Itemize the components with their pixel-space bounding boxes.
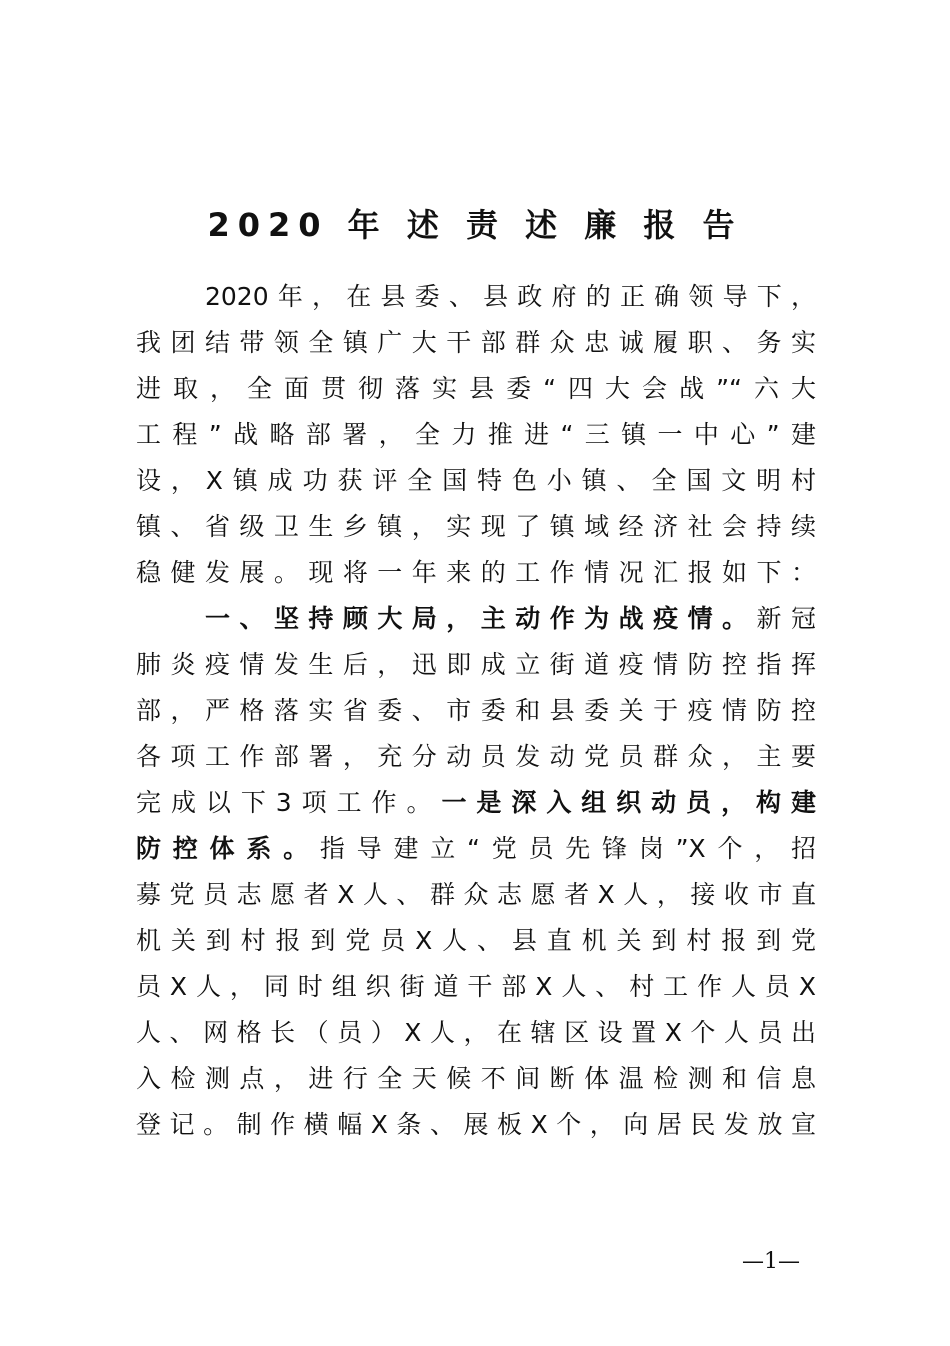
- paragraph-1-line-5: 设，X镇成功获评全国特色小镇、全国文明村: [136, 466, 816, 495]
- paragraph-2-line-12: 登记。制作横幅X条、展板X个，向居民发放宣: [136, 1110, 816, 1139]
- paragraph-1-line-7: 稳健发展。现将一年来的工作情况汇报如下：: [136, 558, 816, 587]
- subheading-first-end: 防控体系。: [136, 834, 320, 863]
- paragraph-1-line-2: 我团结带领全镇广大干部群众忠诚履职、务实: [136, 328, 816, 357]
- paragraph-1-line-1: 2020年，在县委、县政府的正确领导下，: [205, 282, 816, 311]
- paragraph-1-line-4: 工程”战略部署，全力推进“三镇一中心”建: [136, 420, 816, 449]
- section-heading-1: 一、坚持顾大局，主动作为战疫情。: [205, 604, 757, 633]
- paragraph-1-line-6: 镇、省级卫生乡镇，实现了镇域经济社会持续: [136, 512, 816, 541]
- paragraph-2-line-7: 募党员志愿者X人、群众志愿者X人，接收市直: [136, 880, 816, 909]
- paragraph-1-line-3: 进取，全面贯彻落实县委“四大会战”“六大: [136, 374, 816, 403]
- paragraph-2-line-1: [205, 596, 816, 642]
- paragraph-2-line-6: [136, 826, 816, 872]
- paragraph-2-line-8: 机关到村报到党员X人、县直机关到村报到党: [136, 926, 816, 955]
- paragraph-2-line-3: 部，严格落实省委、市委和县委关于疫情防控: [136, 696, 816, 725]
- page-number: —1—: [742, 1249, 800, 1274]
- paragraph-2-line-2: 肺炎疫情发生后，迅即成立街道疫情防控指挥: [136, 650, 816, 679]
- paragraph-2-line-5: [136, 780, 816, 826]
- paragraph-2-line-9: 员X人，同时组织街道干部X人、村工作人员X: [136, 972, 816, 1001]
- paragraph-2-line-4: 各项工作部署，充分动员发动党员群众，主要: [136, 742, 816, 771]
- paragraph-2-line-5-text: 完成以下3项工作。: [136, 788, 442, 817]
- paragraph-2-line-10: 人、网格长（员）X人，在辖区设置X个人员出: [136, 1018, 816, 1047]
- paragraph-2-line-1-text: 新冠: [756, 604, 816, 633]
- subheading-first: 一是深入组织动员，构建: [441, 788, 816, 817]
- paragraph-2-line-11: 入检测点，进行全天候不间断体温检测和信息: [136, 1064, 816, 1093]
- document-title: 2020 年 述 责 述 廉 报 告: [207, 206, 743, 244]
- paragraph-2-line-6-text: 指导建立“党员先锋岗”X个，招: [319, 834, 816, 863]
